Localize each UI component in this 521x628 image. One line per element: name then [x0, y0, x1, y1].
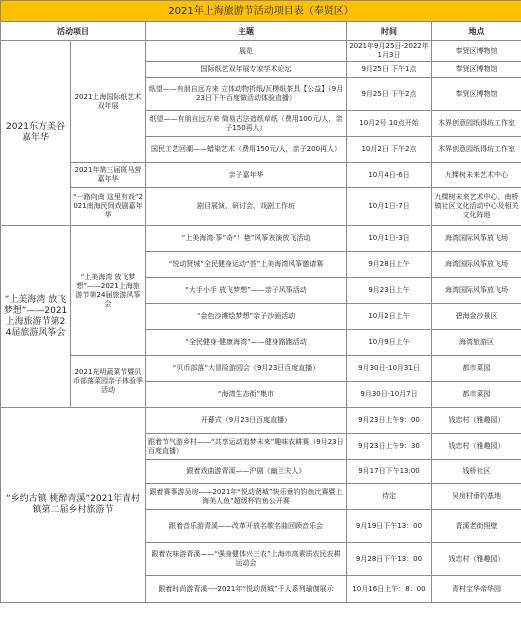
theme-cell: 跟着农味游青溪——“强身健体兴三农”上海市高素质农民农耕运动会: [146, 543, 347, 576]
table-row: [1, 408, 521, 434]
theme-cell: “悦动贤城”全民健身运动“荟”上美海湾风筝邀请赛: [146, 252, 347, 278]
place-cell: 奉贤区博物馆: [432, 41, 521, 62]
header-time: 时间: [347, 22, 432, 41]
theme-cell: “上美海湾·筝”奇“！艳”风筝表演放飞活动: [146, 226, 347, 252]
header-activity: 活动项目: [1, 22, 146, 41]
time-cell: 9月23日上午: [347, 278, 432, 304]
place-cell: 九棵树未来艺术中心、南桥镇社区文化活动中心及相关文化阵地: [432, 188, 521, 226]
time-cell: 10月2号 10点开始: [347, 111, 432, 137]
time-cell: 9月25日 下午2点: [347, 78, 432, 111]
place-cell: 海湾国际风筝放飞场: [432, 252, 521, 278]
sub-label-zebra-camp: 2021年第三届斑马营嘉年华: [71, 163, 146, 188]
header-place: 地点: [432, 22, 521, 41]
theme-cell: 剧目展演、研讨会、戏剧工作坊: [146, 188, 347, 226]
table-row: [1, 188, 521, 226]
place-cell: 木界创意园纸得坊工作室: [432, 111, 521, 137]
place-cell: 奉贤区博物馆: [432, 62, 521, 78]
time-cell: 9月30日-10月7日: [347, 382, 432, 408]
place-cell: 木界创意园纸得坊工作室: [432, 137, 521, 163]
group-label-kite-festival: “上美海湾 放飞梦想”——2021上海旅游节第24届旅游风筝会: [1, 226, 71, 408]
place-cell: 碧海金沙景区: [432, 304, 521, 330]
time-cell: 2021年9月25日-2022年1月3日: [347, 41, 432, 62]
place-cell: 钱忠村（雅趣园）: [432, 543, 521, 576]
sub-label-paper-art: 2021上海国际纸艺术双年展: [71, 41, 146, 163]
time-cell: 待定: [347, 484, 432, 510]
theme-cell: 跟着戏曲游青溪——沪剧《幽兰夫人》: [146, 460, 347, 484]
theme-cell: 纸望——有朋自远方来 简易古法造纸草纸（费用100元/人，亲子150再人）: [146, 111, 347, 137]
time-cell: 9月23日上午9：30: [347, 434, 432, 460]
time-cell: 10月2日上午: [347, 304, 432, 330]
place-cell: 海湾国际风筝放飞场: [432, 278, 521, 304]
theme-cell: “海湾生态街”集市: [146, 382, 347, 408]
place-cell: 九棵树未来艺术中心: [432, 163, 521, 188]
theme-cell: 纸望——有朋自远方来 立体动物折纸/瓦楞纸茶具【公益】（9月23日下午百度做活动体验直播）: [146, 78, 347, 111]
theme-cell: 跟着赛事游吴房——2021年“悦动贤城”快乐垂钓钓鱼比赛暨上海美人鱼“超级杯钓鱼公开赛: [146, 484, 347, 510]
sub-label-nanhai-drama: “一路向南 这里有戏”2021南海民间戏剧嘉年华: [71, 188, 146, 226]
theme-cell: 跟着时尚游青溪----2021年“悦动贤城”千人系列瑜伽展示: [146, 576, 347, 603]
table-row: [1, 356, 521, 382]
time-cell: 9月19日下午13：00: [347, 510, 432, 543]
table-title: 2021年上海旅游节活动项目表（奉贤区）: [1, 1, 521, 22]
theme-cell: 跟着节气游乡村——“共享运动追梦未来”趣味农耕赛（9月23日百度直播）: [146, 434, 347, 460]
theme-cell: “全民健身·健康海湾”——健身路跑活动: [146, 330, 347, 356]
time-cell: 9月28日上午: [347, 252, 432, 278]
header-theme: 主题: [146, 22, 347, 41]
theme-cell: “贝币部落”大冒险游园会（9月23日百度直播）: [146, 356, 347, 382]
place-cell: 青村宝华帝华园: [432, 576, 521, 603]
place-cell: 海湾旅游区: [432, 330, 521, 356]
time-cell: 10月1日-7日: [347, 188, 432, 226]
time-cell: 9月30日-10月31日: [347, 356, 432, 382]
theme-cell: 国际纸艺双年展专家学术论坛: [146, 62, 347, 78]
theme-cell: 开幕式（9月23日百度直播）: [146, 408, 347, 434]
place-cell: 海湾国际风筝放飞场: [432, 226, 521, 252]
time-cell: 9月23日上午9：00: [347, 408, 432, 434]
time-cell: 10月2日 下午2点: [347, 137, 432, 163]
time-cell: 10月1日-3日: [347, 226, 432, 252]
place-cell: 奉贤区博物馆: [432, 78, 521, 111]
time-cell: 10月9日上午: [347, 330, 432, 356]
table-row: [1, 163, 521, 188]
place-cell: 都市菜园: [432, 356, 521, 382]
place-cell: 钱忠村（雅趣园）: [432, 408, 521, 434]
theme-cell: 亲子嘉年华: [146, 163, 347, 188]
sub-label-guangming-vegetable: 2021光明蔬菜节暨贝币部落菜园亲子体验季活动: [71, 356, 146, 408]
theme-cell: 跟着音乐游青溪——改革开放名歌名曲回顾音乐会: [146, 510, 347, 543]
theme-cell: 国民工艺回潮——蜡染艺术（费用150元/人，亲子200再人）: [146, 137, 347, 163]
place-cell: 吴房村垂钓基地: [432, 484, 521, 510]
time-cell: 9月17日下午13:00: [347, 460, 432, 484]
place-cell: 都市菜园: [432, 382, 521, 408]
place-cell: 钱忠村（雅趣园）: [432, 434, 521, 460]
time-cell: 10月16日上午：8：00: [347, 576, 432, 603]
time-cell: 9月25日 下午1点: [347, 62, 432, 78]
place-cell: 青溪老街照壁: [432, 510, 521, 543]
theme-cell: 展览: [146, 41, 347, 62]
theme-cell: “金色沙滩绘梦想”亲子沙画活动: [146, 304, 347, 330]
table-row: [1, 226, 521, 252]
time-cell: 9月28日下午13：00: [347, 543, 432, 576]
group-label-qingcun-rural: “乡约古镇 桃醉青溪”2021年青村镇第二届乡村旅游节: [1, 408, 146, 603]
sub-label-kite-festival: “上美海湾 放飞梦想”——2021上海旅游节第24届旅游风筝会: [71, 226, 146, 356]
theme-cell: “大手小手 放飞梦想”——亲子风筝活动: [146, 278, 347, 304]
place-cell: 钱桥社区: [432, 460, 521, 484]
group-label-dongfangmeigu: 2021东方美谷嘉年华: [1, 41, 71, 226]
table-row: [1, 41, 521, 62]
time-cell: 10月4日-6日: [347, 163, 432, 188]
